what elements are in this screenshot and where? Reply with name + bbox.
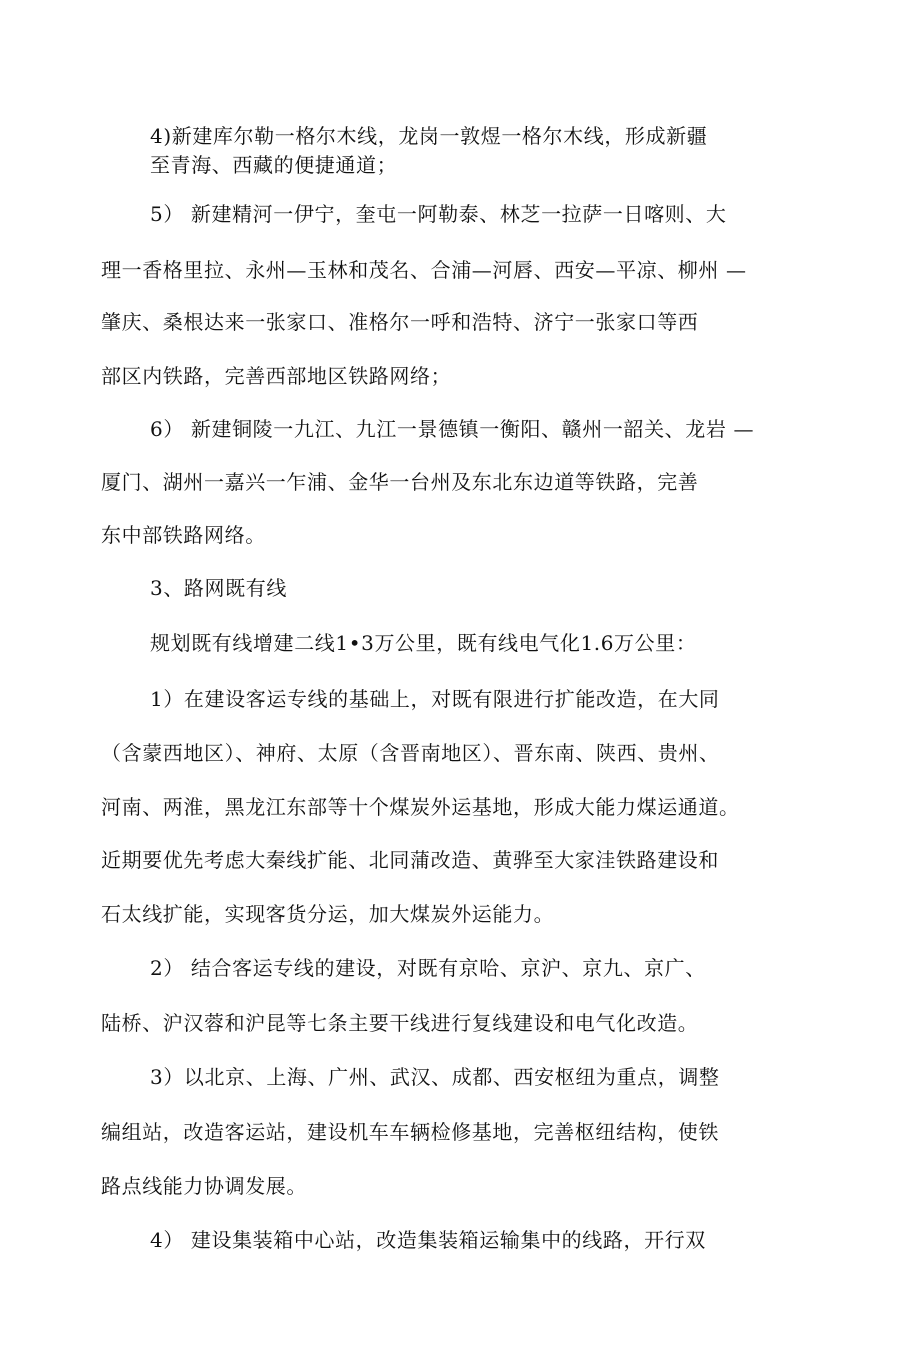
text-line: 理一香格里拉、永州—玉林和茂名、合浦—河唇、西安—平凉、柳州 —	[101, 258, 747, 282]
text-line: 规划既有线增建二线1•3万公里，既有线电气化1.6万公里：	[150, 631, 697, 655]
text-line: （含蒙西地区）、神府、太原（含晋南地区）、晋东南、陕西、贵州、	[101, 741, 720, 765]
text-line: 东中部铁路网络。	[101, 523, 266, 547]
text-line: 河南、两淮，黑龙江东部等十个煤炭外运基地，形成大能力煤运通道。	[101, 795, 740, 819]
text-line: 至青海、西藏的便捷通道；	[150, 153, 398, 177]
text-line: 路点线能力协调发展。	[101, 1174, 307, 1198]
text-line: 4） 建设集装箱中心站，改造集装箱运输集中的线路，开行双	[150, 1228, 706, 1252]
text-line: 5） 新建精河一伊宁，奎屯一阿勒泰、林芝一拉萨一日喀则、大	[150, 202, 727, 226]
text-line: 肇庆、桑根达来一张家口、准格尔一呼和浩特、济宁一张家口等西	[101, 310, 699, 334]
text-line: 厦门、湖州一嘉兴一乍浦、金华一台州及东北东边道等铁路，完善	[101, 470, 699, 494]
text-line: 近期要优先考虑大秦线扩能、北同蒲改造、黄骅至大家洼铁路建设和	[101, 848, 719, 872]
text-line: 6） 新建铜陵一九江、九江一景德镇一衡阳、赣州一韶关、龙岩 —	[150, 417, 755, 441]
text-line: 陆桥、沪汉蓉和沪昆等七条主要干线进行复线建设和电气化改造。	[101, 1011, 699, 1035]
text-line: 1）在建设客运专线的基础上，对既有限进行扩能改造，在大同	[150, 687, 720, 711]
text-line: 4)新建库尔勒一格尔木线，龙岗一敦煜一格尔木线，形成新疆	[150, 124, 708, 148]
text-line: 部区内铁路，完善西部地区铁路网络；	[101, 364, 452, 388]
text-line: 3）以北京、上海、广州、武汉、成都、西安枢纽为重点，调整	[150, 1065, 720, 1089]
text-line: 2） 结合客运专线的建设，对既有京哈、京沪、京九、京广、	[150, 956, 706, 980]
section-heading: 3、路网既有线	[150, 576, 287, 600]
text-line: 石太线扩能，实现客货分运，加大煤炭外运能力。	[101, 902, 555, 926]
text-line: 编组站，改造客运站，建设机车车辆检修基地，完善枢纽结构，使铁	[101, 1120, 719, 1144]
